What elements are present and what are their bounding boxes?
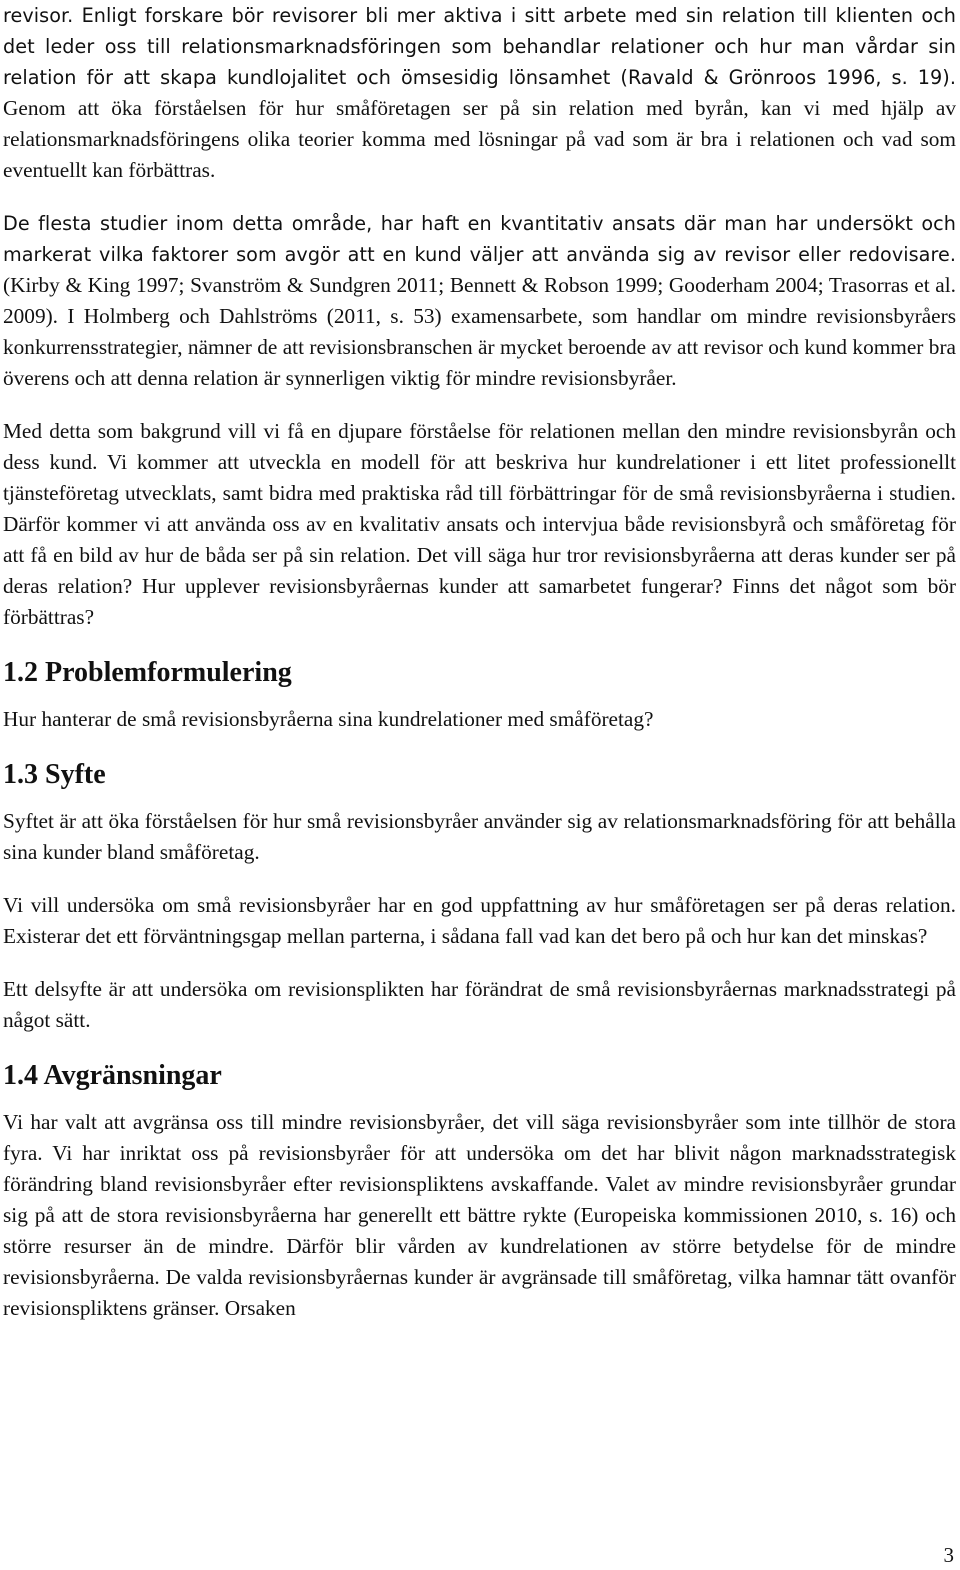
studies-serif-text: (Kirby & King 1997; Svanström & Sundgren 2011; Bennett & Robson 1999; Gooderham 2004; Trasorras et al. 2009). I Holmberg och Dahlströms (2011, s. 53) examensarbete, som handlar om mindre revisionsbyråers konkurrensstrategier, nämner de att revisionsbranschen är mycket beroende av att revisor och kund kommer bra överens och att denna relation är synnerligen viktig för mindre revisionsbyråer. bbox=[3, 273, 956, 390]
spacer bbox=[3, 735, 956, 757]
heading-delimitations: 1.4 Avgränsningar bbox=[3, 1060, 222, 1091]
intro-serif-text: Genom att öka förståelsen för hur småföretagen ser på sin relation med byrån, kan vi med hjälp av relationsmarknadsföringens olika teorier komma med lösningar på vad som är bra i relationen och vad som eventuellt kan förbättras. bbox=[3, 96, 956, 182]
purpose-paragraph-3: Ett delsyfte är att undersöka om revisionsplikten har förändrat de små revisionsbyråernas marknadsstrategi på något sätt. bbox=[3, 977, 956, 1032]
spacer bbox=[3, 186, 956, 208]
spacer bbox=[3, 793, 956, 806]
purpose-paragraph-1: Syftet är att öka förståelsen för hur små revisionsbyråer använder sig av relationsmarknadsföring för att behålla sina kunder bland småföretag. bbox=[3, 809, 956, 864]
spacer bbox=[3, 868, 956, 890]
heading-problem: 1.2 Problemformulering bbox=[3, 657, 292, 688]
spacer bbox=[3, 394, 956, 416]
delimitations-text: Vi har valt att avgränsa oss till mindre revisionsbyråer, det vill säga revisionsbyråer som inte tillhör de stora fyra. Vi har inriktat oss på revisionsbyråer för att undersöka om det har blivit någon marknadsstrategisk förändring bland revisionsbyråer efter revisionspliktens avskaffande. Valet av mindre revisionsbyråer grundar sig på att de stora revisionsbyråerna har generellt ett bättre rykte (Europeiska kommissionen 2010, s. 16) och större resurser än de mindre. Därför blir vården av kundrelationen av större betydelse för de mindre revisionsbyråerna. De valda revisionsbyråernas kunder är avgränsade till småföretag, vilka hamnar tätt ovanför revisionspliktens gränser. Orsaken bbox=[3, 1110, 956, 1320]
problem-text: Hur hanterar de små revisionsbyråerna sina kundrelationer med småföretag? bbox=[3, 707, 654, 731]
heading-purpose: 1.3 Syfte bbox=[3, 759, 106, 790]
paragraph-intro bbox=[3, 0, 956, 186]
spacer bbox=[3, 1094, 956, 1107]
document-page bbox=[3, 0, 956, 1324]
paragraph-background: Med detta som bakgrund vill vi få en djupare förståelse för relationen mellan den mindre revisionsbyrån och dess kund. Vi kommer att utveckla en modell för att beskriva hur kundrelationer i ett litet professionellt tjänsteföretag utvecklats, samt bidra med praktiska råd till förbättringar för de små revisionsbyråerna i studien. Därför kommer vi att använda oss av en kvalitativ ansats och intervjua både revisionsbyrå och småföretag för att få en bild av hur de båda ser på sin relation. Det vill säga hur tror revisionsbyråerna att deras kunder ser på deras relation? Hur upplever revisionsbyråernas kunder att samarbetet fungerar? Finns det något som bör förbättras? bbox=[3, 419, 956, 629]
paragraph-studies bbox=[3, 208, 956, 394]
studies-sans-text: De flesta studier inom detta område, har haft en kvantitativ ansats där man har undersökt och markerat vilka faktorer som avgör att en kund väljer att använda sig av revisor eller redovisare. bbox=[3, 212, 956, 266]
spacer bbox=[3, 1036, 956, 1058]
intro-sans-text: revisor. Enligt forskare bör revisorer bli mer aktiva i sitt arbete med sin relation till klienten och det leder oss till relationsmarknadsföringen som behandlar relationer och hur man vårdar sin relation för att skapa kundlojalitet och ömsesidig lönsamhet (Ravald & Grönroos 1996, s. 19). bbox=[3, 4, 956, 89]
spacer bbox=[3, 691, 956, 704]
spacer bbox=[3, 952, 956, 974]
spacer bbox=[3, 633, 956, 655]
purpose-paragraph-2: Vi vill undersöka om små revisionsbyråer har en god uppfattning av hur småföretagen ser på deras relation. Existerar det ett förväntningsgap mellan parterna, i sådana fall vad kan det bero på och hur kan det minskas? bbox=[3, 893, 956, 948]
page-number: 3 bbox=[943, 1543, 954, 1567]
